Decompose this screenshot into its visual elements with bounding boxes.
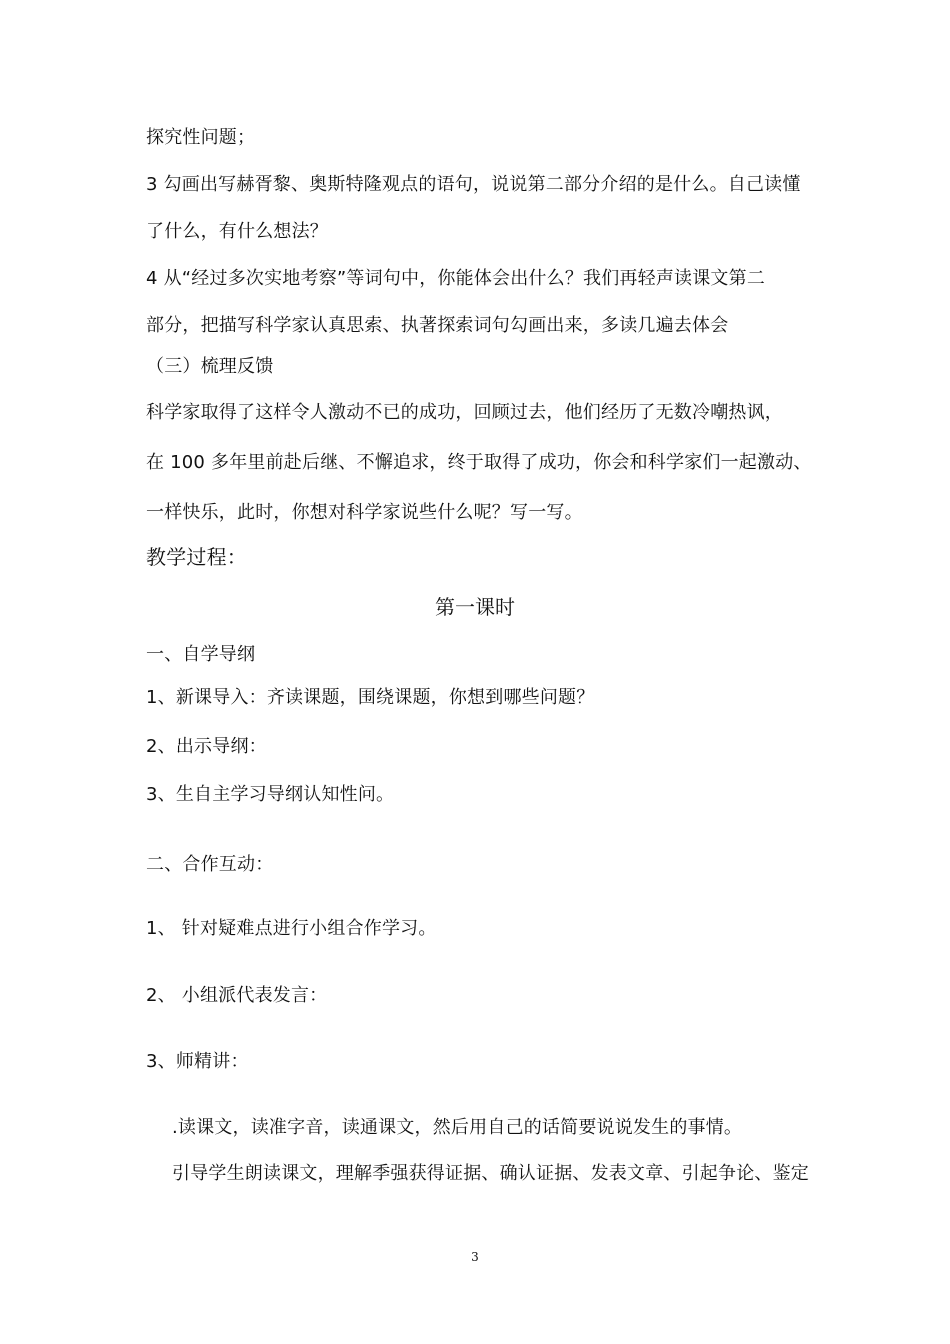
text-line-10: 1、新课导入：齐读课题，围绕课题，你想到哪些问题？	[146, 687, 595, 708]
subsection-heading: （三）梳理反馈	[146, 356, 274, 377]
text-line-11: 2、出示导纲：	[146, 736, 267, 757]
text-line-4: 4 从“经过多次实地考察”等词句中，你能体会出什么？我们再轻声读课文第二	[146, 268, 766, 289]
text-line-6: 科学家取得了这样令人激动不已的成功，回顾过去，他们经历了无数冷嘲热讽，	[146, 402, 783, 423]
text-line-1: 探究性问题；	[146, 127, 256, 148]
page-number: 3	[471, 1250, 479, 1264]
text-line-12: 3、生自主学习导纲认知性问。	[146, 784, 395, 805]
text-line-7: 在 100 多年里前赴后继、不懈追求，终于取得了成功，你会和科学家们一起激动、	[146, 452, 812, 473]
text-line-9: 一、自学导纲	[146, 644, 256, 665]
text-line-15: 2、 小组派代表发言：	[146, 985, 328, 1006]
text-line-16: 3、师精讲：	[146, 1051, 249, 1072]
text-line-3: 了什么，有什么想法？	[146, 221, 328, 242]
text-line-14: 1、 针对疑难点进行小组合作学习。	[146, 918, 437, 939]
text-line-13: 二、合作互动：	[146, 854, 274, 875]
text-line-17: .读课文，读准字音，读通课文，然后用自己的话简要说说发生的事情。	[172, 1117, 743, 1138]
text-line-8: 一样快乐，此时，你想对科学家说些什么呢？写一写。	[146, 502, 583, 523]
text-line-18: 引导学生朗读课文，理解季强获得证据、确认证据、发表文章、引起争论、鉴定	[172, 1163, 809, 1184]
text-line-2: 3 勾画出写赫胥黎、奥斯特隆观点的语句，说说第二部分介绍的是什么。自己读懂	[146, 174, 801, 195]
section-heading-teaching-process: 教学过程：	[146, 545, 247, 569]
text-line-5: 部分，把描写科学家认真思索、执著探索词句勾画出来，多读几遍去体会	[146, 315, 729, 336]
lesson-title: 第一课时	[435, 595, 515, 619]
